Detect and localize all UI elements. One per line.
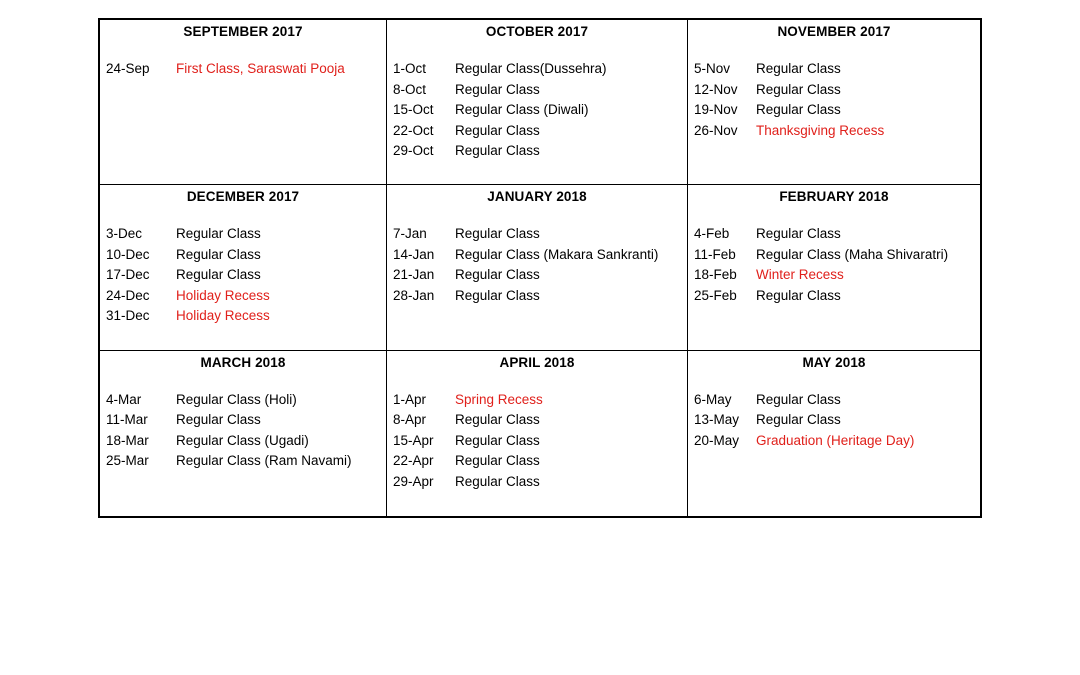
- entry-description-highlighted: Holiday Recess: [176, 308, 270, 324]
- month-title: APRIL 2018: [499, 354, 575, 370]
- calendar-entry: [100, 410, 386, 431]
- month-entries-list: [387, 390, 687, 493]
- month-title: OCTOBER 2017: [485, 24, 589, 39]
- calendar-entry: [688, 224, 980, 245]
- entry-date: 8-Apr: [393, 412, 427, 428]
- calendar-entry: [387, 472, 687, 493]
- entry-description: Regular Class: [455, 412, 540, 428]
- calendar-entry: [688, 286, 980, 307]
- month-entries-list: [688, 224, 980, 306]
- entry-description-highlighted: Graduation (Heritage Day): [756, 432, 915, 448]
- entry-date: 6-May: [694, 391, 732, 407]
- entry-date: 26-Nov: [694, 122, 738, 138]
- calendar-entry: [387, 410, 687, 431]
- calendar-entry: [688, 80, 980, 101]
- calendar-entry: [100, 245, 386, 266]
- month-cell: [387, 351, 688, 516]
- calendar-entry: [387, 451, 687, 472]
- entry-description: Regular Class (Maha Shivaratri): [756, 246, 949, 262]
- calendar-entry: [100, 451, 386, 472]
- entry-date: 19-Nov: [694, 102, 738, 117]
- entry-date: 17-Dec: [106, 267, 150, 283]
- calendar-entry: [100, 431, 386, 452]
- month-cell: [100, 20, 387, 185]
- month-title: NOVEMBER 2017: [777, 24, 891, 39]
- month-cell: [688, 351, 980, 516]
- entry-description: Regular Class: [455, 226, 540, 242]
- calendar-entry: [387, 141, 687, 162]
- calendar-entry: [100, 306, 386, 327]
- entry-date: 15-Apr: [393, 432, 434, 448]
- calendar-entry: [100, 59, 386, 80]
- entry-date: 5-Nov: [694, 61, 731, 76]
- entry-description: Regular Class: [756, 287, 841, 303]
- entry-description: Regular Class: [176, 226, 261, 242]
- entry-date: 25-Mar: [106, 453, 149, 469]
- entry-description: Regular Class: [455, 432, 540, 448]
- calendar-entry: [100, 286, 386, 307]
- calendar-entry: [387, 100, 687, 121]
- month-entries-list: [100, 390, 386, 472]
- entry-description: Regular Class (Ram Navami): [176, 453, 352, 469]
- calendar-entry: [387, 59, 687, 80]
- entry-description: Regular Class: [455, 267, 540, 283]
- calendar-entry: [688, 431, 980, 452]
- month-title: JANUARY 2018: [487, 189, 587, 205]
- entry-date: 18-Mar: [106, 432, 149, 448]
- calendar-entry: [387, 265, 687, 286]
- month-title: DECEMBER 2017: [186, 189, 300, 205]
- month-entries-list: [100, 59, 386, 80]
- entry-description: Regular Class: [756, 61, 841, 76]
- entry-date: 22-Oct: [393, 122, 434, 138]
- calendar-entry: [387, 224, 687, 245]
- month-title: FEBRUARY 2018: [779, 189, 889, 205]
- entry-date: 28-Jan: [393, 287, 435, 303]
- calendar-entry: [100, 265, 386, 286]
- month-cell: [688, 20, 980, 185]
- entry-date: 15-Oct: [393, 102, 434, 117]
- calendar-entry: [387, 80, 687, 101]
- calendar-entry: [387, 390, 687, 411]
- entry-description: Regular Class (Ugadi): [176, 432, 309, 448]
- entry-description: Regular Class: [176, 267, 261, 283]
- entry-date: 13-May: [694, 412, 740, 428]
- calendar-entry: [387, 245, 687, 266]
- entry-description: Regular Class: [176, 412, 261, 428]
- entry-date: 1-Apr: [393, 391, 427, 407]
- entry-date: 8-Oct: [393, 81, 427, 97]
- entry-date: 7-Jan: [393, 226, 427, 242]
- entry-date: 4-Feb: [694, 226, 730, 242]
- calendar-entry: [100, 390, 386, 411]
- entry-date: 21-Jan: [393, 267, 435, 283]
- entry-description: Regular Class: [455, 473, 540, 489]
- entry-date: 11-Mar: [106, 412, 148, 428]
- entry-date: 29-Oct: [393, 143, 434, 158]
- entry-description: Regular Class: [455, 287, 540, 303]
- calendar-entry: [688, 59, 980, 80]
- month-entries-list: [387, 224, 687, 306]
- month-cell: [688, 185, 980, 350]
- entry-description-highlighted: First Class, Saraswati Pooja: [176, 61, 345, 76]
- entry-date: 10-Dec: [106, 246, 150, 262]
- calendar-entry: [100, 224, 386, 245]
- entry-date: 18-Feb: [694, 267, 737, 283]
- calendar-entry: [387, 121, 687, 142]
- entry-description: Regular Class: [756, 102, 841, 117]
- entry-date: 24-Dec: [106, 287, 150, 303]
- month-entries-list: [688, 390, 980, 452]
- entry-description: Regular Class: [756, 226, 841, 242]
- calendar-entry: [387, 431, 687, 452]
- entry-description: Regular Class: [756, 81, 841, 97]
- entry-description-highlighted: Holiday Recess: [176, 287, 270, 303]
- entry-description: Regular Class: [176, 246, 261, 262]
- entry-date: 4-Mar: [106, 391, 142, 407]
- calendar-entry: [688, 390, 980, 411]
- entry-description-highlighted: Winter Recess: [756, 267, 844, 283]
- entry-description-highlighted: Spring Recess: [455, 391, 543, 407]
- calendar-entry: [387, 286, 687, 307]
- entry-description: Regular Class(Dussehra): [455, 61, 607, 76]
- entry-date: 12-Nov: [694, 81, 738, 97]
- calendar-entry: [688, 121, 980, 142]
- month-title: MARCH 2018: [200, 354, 286, 370]
- entry-date: 14-Jan: [393, 246, 435, 262]
- month-title: SEPTEMBER 2017: [183, 24, 303, 39]
- entry-date: 1-Oct: [393, 61, 427, 76]
- entry-description-highlighted: Thanksgiving Recess: [756, 122, 885, 138]
- entry-date: 20-May: [694, 432, 740, 448]
- calendar-entry: [688, 265, 980, 286]
- month-cell: [387, 185, 688, 350]
- month-entries-list: [100, 224, 386, 327]
- calendar-entry: [688, 100, 980, 121]
- entry-date: 31-Dec: [106, 308, 150, 324]
- entry-date: 11-Feb: [694, 246, 736, 262]
- month-entries-list: [387, 59, 687, 162]
- calendar-entry: [688, 245, 980, 266]
- entry-date: 29-Apr: [393, 473, 434, 489]
- entry-date: 24-Sep: [106, 61, 150, 76]
- school-calendar-table: [98, 18, 982, 518]
- month-cell: [387, 20, 688, 185]
- month-cell: [100, 351, 387, 516]
- calendar-entry: [688, 410, 980, 431]
- entry-description: Regular Class: [455, 453, 540, 469]
- entry-date: 22-Apr: [393, 453, 434, 469]
- entry-description: Regular Class: [455, 122, 540, 138]
- entry-date: 3-Dec: [106, 226, 143, 242]
- entry-date: 25-Feb: [694, 287, 737, 303]
- entry-description: Regular Class: [455, 143, 540, 158]
- month-entries-list: [688, 59, 980, 141]
- month-title: MAY 2018: [802, 354, 866, 370]
- entry-description: Regular Class: [756, 391, 841, 407]
- month-cell: [100, 185, 387, 350]
- entry-description: Regular Class: [756, 412, 841, 428]
- entry-description: Regular Class (Holi): [176, 391, 297, 407]
- entry-description: Regular Class (Diwali): [455, 102, 589, 117]
- entry-description: Regular Class: [455, 81, 540, 97]
- entry-description: Regular Class (Makara Sankranti): [455, 246, 659, 262]
